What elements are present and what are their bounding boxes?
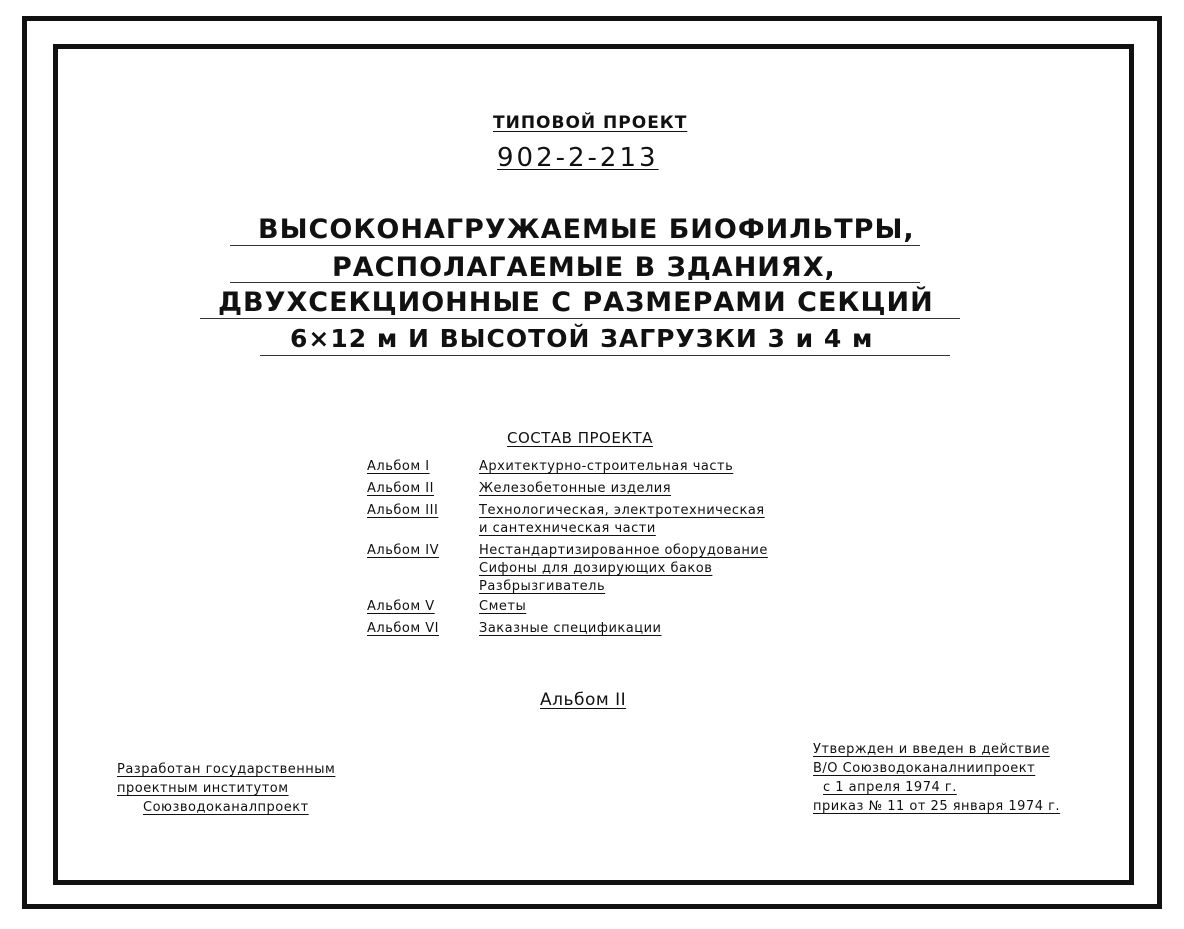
title-line-1: ВЫСОКОНАГРУЖАЕМЫЕ БИОФИЛЬТРЫ,: [258, 214, 915, 245]
approval-line: Утвержден и введен в действие: [813, 742, 1050, 757]
album-description: Архитектурно-строительная часть: [479, 459, 734, 474]
current-album: Альбом II: [540, 690, 627, 710]
album-description: Сифоны для дозирующих баков: [479, 561, 713, 576]
album-label: Альбом V: [367, 599, 435, 614]
album-description: Разбрызгиватель: [479, 579, 606, 594]
album-description: Железобетонные изделия: [479, 481, 672, 496]
composition-heading: СОСТАВ ПРОЕКТА: [507, 429, 653, 447]
project-number: 902-2-213: [497, 143, 659, 173]
developer-line: проектным институтом: [117, 781, 289, 796]
developer-block: [117, 762, 357, 822]
album-row-continued: [479, 579, 605, 594]
album-row: [367, 459, 733, 474]
title-rule: [230, 282, 920, 283]
title-line-2: РАСПОЛАГАЕМЫЕ В ЗДАНИЯХ,: [332, 252, 836, 283]
title-line-3: ДВУХСЕКЦИОННЫЕ С РАЗМЕРАМИ СЕКЦИЙ: [218, 287, 934, 318]
approval-block: [813, 742, 1113, 822]
album-label: Альбом II: [367, 481, 434, 496]
title-rule: [230, 245, 920, 246]
album-label: Альбом VI: [367, 621, 440, 636]
album-row-continued: [479, 521, 656, 536]
album-description: Нестандартизированное оборудование: [479, 543, 768, 558]
album-label: Альбом IV: [367, 543, 440, 558]
title-line-4: 6×12 м И ВЫСОТОЙ ЗАГРУЗКИ 3 и 4 м: [290, 324, 874, 353]
approval-line: приказ № 11 от 25 января 1974 г.: [813, 799, 1061, 814]
album-label: Альбом I: [367, 459, 430, 474]
album-row: [367, 503, 765, 518]
developer-line: Союзводоканалпроект: [143, 800, 309, 815]
album-description: Технологическая, электротехническая: [479, 503, 765, 518]
album-label: Альбом III: [367, 503, 439, 518]
album-list: [367, 459, 817, 639]
title-rule: [200, 318, 960, 319]
album-row: [367, 543, 768, 558]
album-description: Сметы: [479, 599, 527, 614]
developer-line: Разработан государственным: [117, 762, 336, 777]
title-rule: [260, 355, 950, 356]
album-description: Заказные спецификации: [479, 621, 662, 636]
album-description: и сантехническая части: [479, 521, 656, 536]
approval-line: В/О Союзводоканалниипроект: [813, 761, 1036, 776]
album-row-continued: [479, 561, 712, 576]
type-label: ТИПОВОЙ ПРОЕКТ: [493, 113, 688, 133]
album-row: [367, 621, 662, 636]
album-row: [367, 599, 526, 614]
album-row: [367, 481, 671, 496]
approval-line: с 1 апреля 1974 г.: [823, 780, 957, 795]
